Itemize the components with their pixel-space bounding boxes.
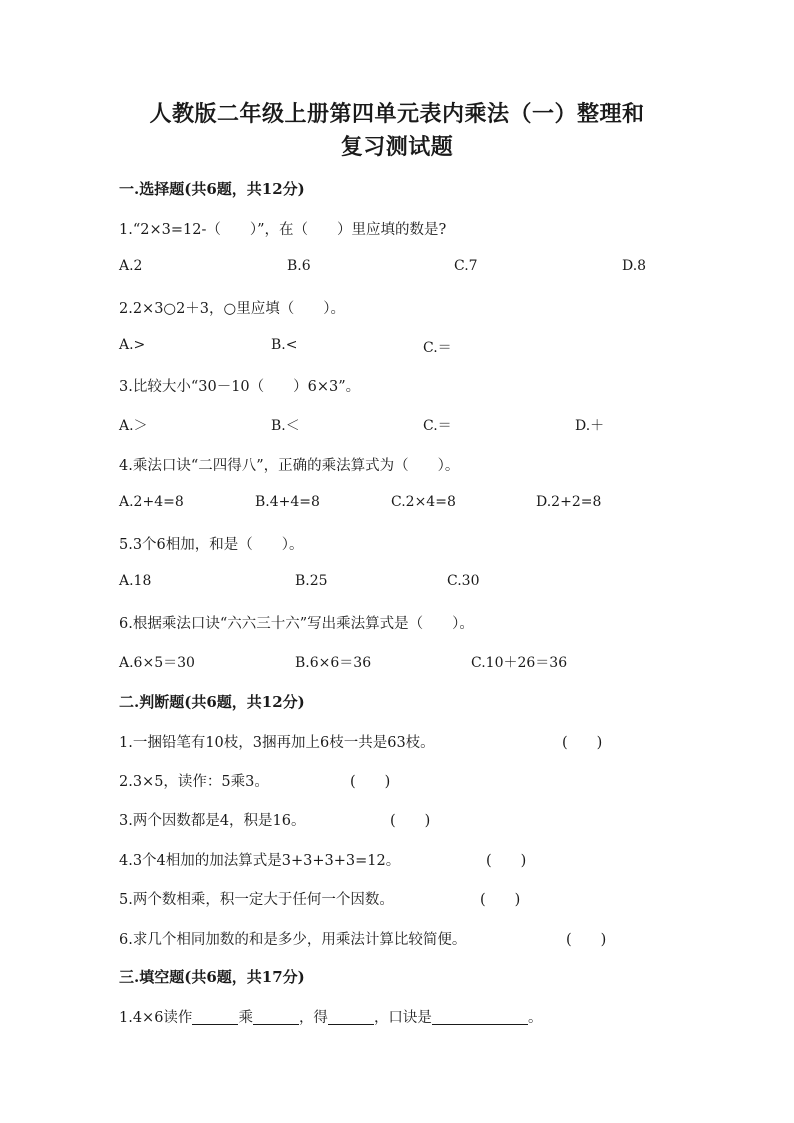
answer-parentheses: ( ) <box>480 892 521 908</box>
question-text-part: ，得 <box>298 1010 328 1026</box>
option-c: C.7 <box>454 258 478 274</box>
answer-parentheses: ( ) <box>566 932 607 948</box>
answer-blank[interactable] <box>253 1009 299 1025</box>
question-text: 4.乘法口诀“二四得八”，正确的乘法算式为（ ）。 <box>119 458 460 474</box>
question-text: 4.3个4相加的加法算式是3+3+3+3=12。 <box>119 853 401 869</box>
page-title: 人教版二年级上册第四单元表内乘法（一）整理和 <box>149 101 645 127</box>
option-a: A.> <box>119 337 146 353</box>
section-heading-judgment: 二.判断题(共6题，共12分) <box>119 693 305 711</box>
section-heading-fill-blank: 三.填空题(共6题，共17分) <box>119 968 305 986</box>
answer-blank[interactable] <box>192 1009 238 1025</box>
answer-blank[interactable] <box>328 1009 374 1025</box>
option-a: A.2+4=8 <box>119 494 184 510</box>
question-text: 5.3个6相加，和是（ ）。 <box>119 537 304 553</box>
option-c: C.10＋26＝36 <box>471 655 568 671</box>
answer-parentheses: ( ) <box>562 735 603 751</box>
fill-blank-question <box>119 1006 542 1027</box>
option-c: C.＝ <box>423 340 452 356</box>
question-text: 6.根据乘法口诀“六六三十六”写出乘法算式是（ ）。 <box>119 616 474 632</box>
option-a: A.2 <box>119 258 143 274</box>
option-c: C.＝ <box>423 418 452 434</box>
option-a: A.＞ <box>119 418 148 434</box>
question-suffix: 。 <box>527 1010 543 1026</box>
answer-parentheses: ( ) <box>350 774 391 790</box>
option-a: A.18 <box>119 573 152 589</box>
question-text: 2.3×5，读作：5乘3。 <box>119 774 269 790</box>
option-d: D.2+2=8 <box>536 494 602 510</box>
page-title-continued: 复习测试题 <box>340 134 454 160</box>
option-c: C.30 <box>447 573 480 589</box>
option-a: A.6×5＝30 <box>119 655 195 671</box>
answer-blank[interactable] <box>432 1009 528 1025</box>
question-text: 1.“2×3=12-（ ）”，在（ ）里应填的数是? <box>119 222 447 238</box>
question-text: 5.两个数相乘，积一定大于任何一个因数。 <box>119 892 394 908</box>
option-b: B.25 <box>295 573 328 589</box>
question-text: 3.两个因数都是4，积是16。 <box>119 813 306 829</box>
question-text: 2.2×3○2＋3，○里应填（ ）。 <box>119 301 345 317</box>
answer-parentheses: ( ) <box>486 853 527 869</box>
option-b: B.6×6＝36 <box>295 655 372 671</box>
question-prefix: 1.4×6读作 <box>119 1010 193 1026</box>
question-text: 6.求几个相同加数的和是多少，用乘法计算比较简便。 <box>119 932 467 948</box>
question-text-part: ，口诀是 <box>373 1010 432 1026</box>
option-b: B.＜ <box>271 418 300 434</box>
section-heading-choice: 一.选择题(共6题，共12分) <box>119 180 305 198</box>
question-text: 3.比较大小“30－10（ ）6×3”。 <box>119 379 361 395</box>
question-text-part: 乘 <box>238 1010 253 1026</box>
option-d: D.＋ <box>575 418 605 434</box>
option-b: B.4+4=8 <box>255 494 320 510</box>
option-b: B.6 <box>287 258 311 274</box>
option-c: C.2×4=8 <box>391 494 456 510</box>
option-b: B.< <box>271 337 298 353</box>
answer-parentheses: ( ) <box>390 813 431 829</box>
question-text: 1.一捆铅笔有10枝，3捆再加上6枝一共是63枝。 <box>119 735 435 751</box>
option-d: D.8 <box>622 258 647 274</box>
